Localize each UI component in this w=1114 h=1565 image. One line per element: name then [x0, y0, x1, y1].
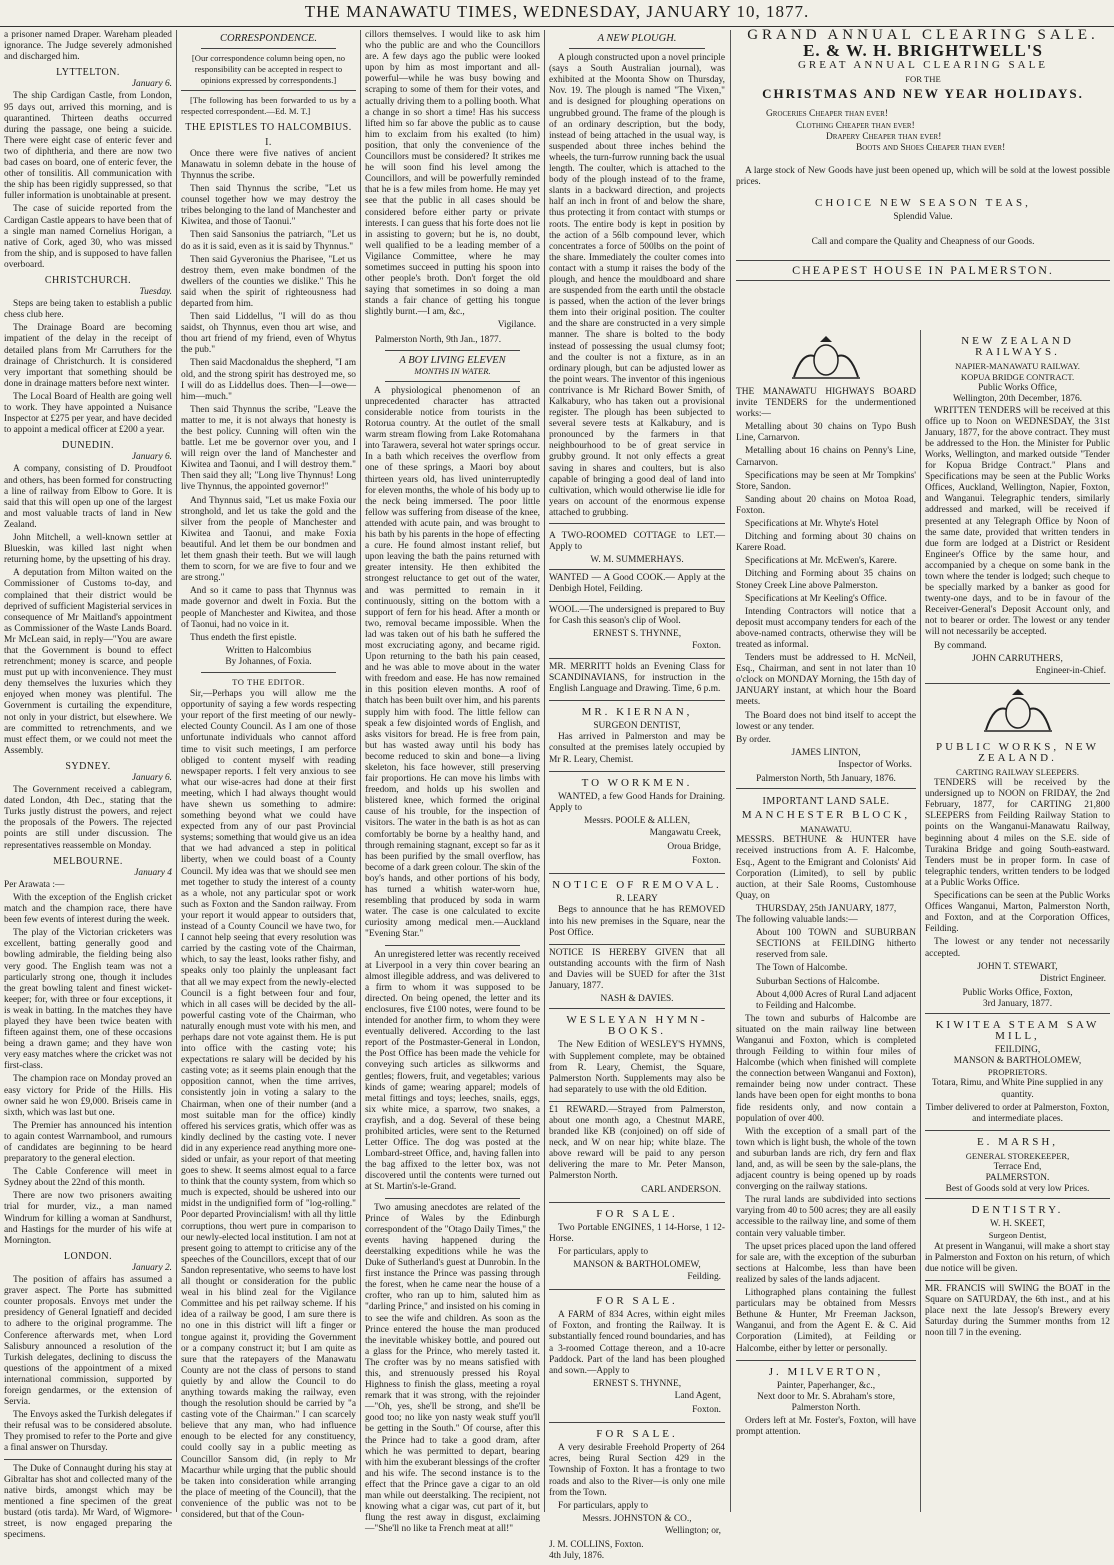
ad-text: Sanding about 20 chains on Motoa Road, Foxton.: [736, 494, 916, 516]
ad-text: About 100 TOWN and SUBURBAN SECTIONS at FEILDING hitherto reserved from sale.: [756, 928, 916, 961]
ad-subtitle: Terrace End,: [993, 1162, 1042, 1172]
heading-epistles: THE EPISTLES TO HALCOMBIUS.: [185, 121, 352, 133]
paragraph: The champion race on Monday proved an easy victory for Pride of the Hills. His owner said he won £9,000. Briseis came in sixth, which was last but one.: [4, 1074, 172, 1118]
ad-title: WESLEYAN HYMN-BOOKS.: [566, 1014, 708, 1038]
ad-text: TENDERS will be received by the undersigned up to NOON on FRIDAY, the 2nd February, 1877, for CARTING 21,800 SLEEPERS from Feilding Railway Station to points on the Wanganui-Manawatu Railway, beginning about 4 miles on the S.E. side of Turakina Bridge and going South-eastward. Tenders must be in proper form. In case of telegraphic tenders, written tenders to be lodged at a Public Works Office.: [925, 778, 1110, 888]
heading-new-plough: A NEW PLOUGH.: [597, 33, 677, 44]
ad-text: Specifications at Mr. Whyte's Hotel: [745, 519, 879, 530]
divider: [385, 381, 520, 382]
ad-text: Next door to Mr. S. Abraham's store, Palmerston North.: [757, 1391, 895, 1413]
paragraph: And so it came to pass that Thynnus was made governor and dwelt in Foxia. But the people of Manchester and Kiwitea, and those of Taonui, had no voice in it.: [181, 586, 356, 630]
divider: [4, 1459, 172, 1460]
ad-text: Ditching and Forming about 35 chains on Stoney Creek Line above Palmerston.: [736, 569, 916, 591]
ad-signature: Messrs. JOHNSTON & CO.,: [582, 1513, 692, 1524]
paragraph: A company, consisting of D. Proudfoot and others, has been formed for constructing a line of railway from Elbow to Gore. It is said that this will open up one of the largest and most valuable tracts of land in New Zealand.: [4, 464, 172, 530]
ad-text: Begs to announce that he has REMOVED into his new premises in the Square, near the Post Office.: [549, 905, 725, 938]
ad-title: IMPORTANT LAND SALE.: [762, 796, 890, 808]
ad-text: The upset prices placed upon the land offered for sale are, with the exception of the suburban sections at Halcombe, less than have been realized by sales of the lands adjacent.: [736, 1241, 916, 1285]
column-features: [365, 30, 540, 1535]
paragraph: Then said Liddellus, "I will do as thou saidst, oh Thynnus, even thou art wise, and thou art friend of my friend, even of Whytus the pub.": [181, 312, 356, 356]
paragraph: Steps are being taken to establish a public chess club here.: [4, 299, 172, 321]
masthead: THE MANAWATU TIMES, WEDNESDAY, JANUARY 10, 1877.: [0, 0, 1114, 27]
column-ads-6: [925, 330, 1110, 1512]
ad-signature: ERNEST S. THYNNE,: [592, 1378, 682, 1389]
ad-place: Wellington; or,: [664, 1525, 721, 1536]
ad-text: By command.: [934, 640, 987, 651]
ad-text: Specifications can be seen at the Public Works Offices Wanganui, Marton, Palmerston North, and Foxton, and at the Corporation Offices, Feilding.: [925, 891, 1110, 935]
heading-melbourne: MELBOURNE.: [53, 855, 123, 867]
ad-brand: E. & W. H. BRIGHTWELL'S: [803, 41, 1043, 61]
ad-signature: Engineer-in-Chief.: [1035, 665, 1106, 676]
ad-text: Intending Contractors will notice that a deposit must accompany tenders for each of the above-named contracts, otherwise they will be treated as informal.: [736, 606, 916, 650]
paragraph: Then said Thynnus the scribe, "Let us counsel together how we may destroy the tribes belonging to the land of Manchester and Kiwitea, and those of Taonui.": [181, 184, 356, 228]
paragraph: cillors themselves. I would like to ask him who the public are and who the Councillors are. A few days ago the public were looked upon by him as most important and all-powerful—while he was busy bowing and scraping to some of them for their votes, and actually driving them to a polling booth. What a change in so short a time! Has his success lifted him so far above the public as to cause him to exclaim from his exalted (to him) position, that only the convenience of the Councillors must be considered? It strikes me he will soon find his level among the Councillors, and will be powerfully reminded that he is a few miles from home. He may yet see that the public in all cases should be considered before either party or private interests. I can guess that his forte does not lie in assisting to govern; but he is, no doubt, well qualified to be a leading member of a Vigilance Committee, where he may sometimes succeed in putting his spoon into other people's broth. Don't forget the old saying that sometimes in so doing a man stands a fair chance of getting his tongue slightly burnt.—I am, &c.,: [365, 30, 540, 318]
ad-place: PALMERSTON.: [985, 1173, 1050, 1184]
paragraph: And Thynnus said, "Let us make Foxia our stronghold, and let us take the gold and the silver from the people of Manchester and Kiwitea and Taonui, and make Foxia beautiful. And let them be our bondmen and let them gnash their teeth. But we will laugh them to scorn, for we are five to four and we are strong.": [181, 495, 356, 584]
editorial-note: [The following has been forwarded to us by a respected correspondent.—Ed. M. T.]: [181, 95, 356, 117]
dateline: Tuesday.: [139, 287, 172, 298]
column-plough-and-ads: [549, 30, 725, 1562]
ad-cook: [549, 570, 725, 601]
column-rule: [730, 30, 731, 1512]
ad-for-sale-property: [549, 1423, 725, 1565]
paragraph: Once there were five natives of ancient Manawatu in solemn debate in the house of Thynnus the scribe.: [181, 148, 356, 181]
heading-christchurch: CHRISTCHURCH.: [44, 274, 132, 286]
ad-date: THURSDAY, 25th JANUARY, 1877,: [755, 903, 897, 914]
ad-dentistry: [925, 1199, 1110, 1281]
ad-place: Public Works Office,: [978, 383, 1057, 394]
ad-date: 3rd January, 1877.: [982, 998, 1053, 1009]
ad-subtitle: Surgeon Dentist,: [988, 1230, 1047, 1241]
ad-signature: ERNEST S. THYNNE,: [592, 628, 682, 639]
ad-line: Drapery Cheaper than ever!: [826, 131, 942, 142]
ad-line: CHOICE NEW SEASON TEAS,: [815, 197, 1031, 210]
ad-text: Specifications may be seen at Mr Tompkins' Store, Sandon.: [736, 470, 916, 492]
paragraph: Two amusing anecdotes are related of the Prince of Wales by the Edinburgh correspondent of the "Otago Daily Times," the events having happened during the deerstalking expeditions while he was the Duke of Sutherland's guest at Dunrobin. In the first instance the Prince was passing through the forest, when he came near the house of a crofter, who ran up to him, saluted him as "darling Prince," and insisted on his coming in to see the wife and children. As soon as the Prince entered the house the man produced the inevitable whiskey bottle, and poured out a glass for the Prince, who merely tasted it. The crofter was by no means satisfied with this, and strenuously pressed his Royal Highness to finish the glass, meeting a royal remark that it was strong, with the rejoinder—"Oh, yes, she'll be strong, and she'll be good too; no like yon nasty weak stuff you'll be getting in the South." Of course, after this the Prince had to take a good dram, after which he was permitted to depart, bearing with him the exuberant blessings of the crofter and his wife. The second instance is to the effect that the Prince gave a cigar to an old man while out deerstalking. The recipient, not knowing what a cigar was, cut part of it, but flung the rest away in disgust, exclaiming—"She'll no like ta French meat at all!": [365, 1202, 540, 1535]
ad-date: Palmerston North, 5th January, 1876.: [756, 774, 896, 784]
ad-subtitle: GENERAL STOREKEEPER,: [965, 1150, 1070, 1161]
ad-subtitle: CARTING RAILWAY SLEEPERS.: [955, 767, 1080, 777]
ad-line: Boots and Shoes Cheaper than ever!: [856, 142, 1006, 153]
ad-text: For particulars, apply to: [558, 1500, 649, 1511]
ad-title: FOR SALE.: [596, 1428, 678, 1441]
ad-text: The Town of Halcombe.: [756, 963, 848, 974]
ad-title: TO WORKMEN.: [581, 776, 693, 789]
ad-text: Ditching and forming about 30 chains on Karere Road.: [736, 532, 916, 554]
ad-title: NEW ZEALAND RAILWAYS.: [961, 335, 1074, 359]
ad-subtitle: MANAWATU.: [800, 824, 852, 835]
ad-hymn-books: [549, 1009, 725, 1102]
ad-text: By order.: [736, 734, 771, 745]
ad-text: MR. MERRITT holds an Evening Class for SCANDINAVIANS, for instruction in the English Language and Drawing. Time, 6 p.m.: [549, 661, 725, 695]
ad-signature: Inspector of Works.: [838, 759, 912, 770]
paragraph: There are now two prisoners awaiting trial for murder, viz., a man named Windrum for killing a woman at Sandhurst, and Hastings for the murder of his wife at Mornington.: [4, 1191, 172, 1246]
dateline: January 6.: [131, 773, 172, 783]
paragraph: Then said Sansonius the patriarch, "Let us do as it is said, even as it is said by Thynnus.": [181, 230, 356, 252]
paragraph: A physiological phenomenon of an unprecedented character has attracted considerable notice from tourists in the Rotorua country. At the outlet of the small warm stream flowing from Lake Rotomahana into Tarawera, several hot water springs occur. In a bath which receives the overflow from one of these springs, a Maori boy about thirteen years old, has lived uninterruptedly for eleven months, the whole of his body up to the neck being immersed. The poor little fellow was suffering from disease of the knee, attended with acute pain, and was brought to his bath by his parents in the hope of effecting a cure. He found almost instant relief, but upon leaving the bath the pains returned with greater intensity. He then exhibited the strongest reluctance to get out of the water, and was permitted to remain in it continuously, sitting on the bottom with a support of fern for his head. After a month or two, removal became impossible. When the lad was taken out of his bath he suffered the most excruciating agony, and became rigid. Upon returning to the bath his pain ceased, and he was able to move about in the water with freedom and ease. He has now remained in this position eleven months. A roof of thatch has been built over him, and his parents supply him with food. The little fellow can speak a few disjointed words of English, and asks visitors for bread. He is free from pain, but has wasted away until his body has become reduced to skin and bone—a living skeleton, his face however, still preserving fair proportions. He can move his limbs with freedom, and holds up his swollen and blistered knee, which formed the original cause of his trouble, for the inspection of visitors. The water in the bath is as hot as can comfortably be borne by a healthy hand, and through remaining stagnant, except so far as it has been purified by the small overflow, has become of a dark green colour. The skin of the boy's hands, and other portions of his body, has turned a whitish water-worn hue, resembling that produced by soda in warm water. The case is one calculated to excite curiosity among medical men.—Auckland "Evening Star.": [365, 385, 540, 940]
ad-signature: Messrs. POOLE & ALLEN,: [584, 815, 690, 826]
ad-text: Orders left at Mr. Foster's, Foxton, will have prompt attention.: [736, 1415, 916, 1438]
paragraph: Then said Macdonaldus the shepherd, "I am old, and the strong spirit has destroyed me, so I will do as Liddellus does. Then—I—owe—him—much.": [181, 358, 356, 402]
ad-text: WANTED, a few Good Hands for Draining. Apply to: [549, 791, 725, 813]
ad-place: Public Works Office, Foxton,: [962, 987, 1073, 998]
ad-text: THE MANAWATU HIGHWAYS BOARD invite TENDERS for the undermentioned works:—: [736, 387, 916, 420]
ad-kiwitea-saw-mill: [925, 1014, 1110, 1131]
ad-date: 4th July, 1876.: [549, 1551, 605, 1562]
ad-text: About 4,000 Acres of Rural Land adjacent to Feilding and Halcombe.: [756, 989, 916, 1011]
column-news: [4, 30, 172, 1541]
ad-subtitle: Painter, Paperhanger, &c.,: [776, 1380, 876, 1391]
ad-text: For particulars, apply to: [558, 1246, 649, 1257]
ad-place: Mangawatu Creek,: [649, 828, 721, 838]
ad-text: With the exception of a small part of the town which is light bush, the whole of the town and suburban lands are rich, dry fern and flax land, and, as will be seen by the sale-plans, the adjacent country is being opened up by roads converging on the railway stations.: [736, 1126, 916, 1193]
paragraph: John Mitchell, a well-known settler at Blueskin, was killed last night when returning home, by the upsetting of his dray.: [4, 533, 172, 566]
divider: [385, 1198, 520, 1199]
ad-line: Groceries Cheaper than ever!: [766, 109, 888, 120]
dateline: January 6.: [131, 79, 172, 90]
paragraph: The Envoys asked the Turkish delegates if their refusal was to be considered absolute. They promised to refer to the Porte and give a final answer on Thursday.: [4, 1410, 172, 1454]
divider: [201, 48, 336, 49]
ad-title: J. MILVERTON,: [768, 1365, 884, 1378]
paragraph: A deputation from Milton waited on the Commissioner of Customs to-day, and complained that their district would be deprived of sufficient Magisterial services in consequence of Mr Maitland's appointment as Commissioner of the Waste Lands Board. Mr McLean said, in reply—"You are aware that the Government is bound to effect retrenchment; money is scarce, and people must put up with inconvenience. They must deny themselves the luxuries which they enjoyed when money was plentiful. The Government is curtailing the expenditure, not only in your district, but elsewhere. We are committed to retrenchments, and we must effect them, or we could not meet the Assembly.: [4, 568, 172, 756]
paragraph: The play of the Victorian cricketers was excellent, batting generally good and bowling admirable, the fielding being also very good. The English team was not a particularly strong one, though it includes the great bowling talent and finest wicket-keeper; for, with three or four exceptions, it is weak in batting. In the matches they have played they have been twice beaten with fifteen against them, one of these occasions being a drawn game; and they have won very easy matches where the cricket was not first-class.: [4, 928, 172, 1072]
editorial-note: [Our correspondence column being open, no responsibility can be accepted in respect to opinions expressed by correspondents.]: [191, 53, 346, 86]
ad-place: Foxton.: [692, 856, 721, 867]
ad-land-sale: [736, 789, 916, 1361]
dateline: Palmerston North, 9th Jan., 1877.: [375, 334, 502, 345]
ad-subtitle: NAPIER-MANAWATU RAILWAY.: [955, 361, 1080, 372]
paragraph: The Local Board of Health are going well to work. They have appointed a Nuisance Inspector at £275 per year, and have decided to appoint a medical officer at £200 a year.: [4, 391, 172, 436]
ad-subtitle: PROPRIETORS.: [987, 1067, 1048, 1078]
ad-line: Call and compare the Quality and Cheapness of our Goods.: [811, 237, 1035, 248]
ad-text: NOTICE IS HEREBY GIVEN that all outstanding accounts with the firm of Nash and Davies will be SUED for after the 31st January, 1877.: [549, 947, 725, 992]
ad-text: £1 REWARD.—Strayed from Palmerston, about one month ago, a Chestnut MARE, branded like KB (conjoined) on off side of neck, and W on near hip; white blaze. The above reward will be paid to any person delivering the mare to Mr. Peter Manson, Palmerston North.: [549, 1104, 725, 1182]
ad-text: A FARM of 834 Acres, within eight miles of Foxton, and fronting the Railway. It is substantially fenced round boundaries, and has a 3-roomed Cottage thereon, and a 10-acre Paddock. Part of the land has been ploughed and sown.—Apply to: [549, 1310, 725, 1376]
ad-signature: JAMES LINTON,: [791, 747, 861, 758]
ad-place: Foxton.: [692, 640, 721, 651]
signature: Vigilance.: [497, 320, 536, 331]
royal-coat-of-arms-icon: [784, 332, 868, 382]
ad-subtitle: CHRISTMAS AND NEW YEAR HOLIDAYS.: [762, 86, 1084, 102]
ad-title: GRAND ANNUAL CLEARING SALE.: [747, 27, 1099, 43]
ad-text: Timber delivered to order at Palmerston, Foxton, and intermediate places.: [925, 1102, 1110, 1124]
ad-title: DENTISTRY.: [971, 1204, 1064, 1217]
column-correspondence: [181, 30, 356, 1520]
ad-kiernan: [549, 701, 725, 771]
ad-text: Two Portable ENGINES, 1 14-Horse, 1 12-Horse.: [549, 1222, 725, 1244]
ad-title: E. MARSH,: [976, 1135, 1059, 1148]
paragraph: The Drainage Board are becoming impatient of the delay in the receipt of detailed plans from Mr Carruthers for the drainage of Christchurch. It is considered very important that something should be done in drainage matters before next winter.: [4, 323, 172, 389]
paragraph: The Cable Conference will meet in Sydney about the 22nd of this month.: [4, 1167, 172, 1189]
paragraph: Per Arawata :—: [4, 879, 65, 890]
ad-place: Oroua Bridge,: [667, 842, 721, 853]
ad-signature: CARL ANDERSON.: [641, 1184, 721, 1195]
divider: [385, 945, 520, 946]
ad-text: The rural lands are subdivided into sections varying from 40 to 500 acres; they are all easily accessible to the railway line, and some of them contain very valuable timber.: [736, 1195, 916, 1239]
ad-subtitle: W. H. SKEET,: [990, 1219, 1045, 1230]
dateline: January 2.: [131, 1262, 172, 1273]
ad-text: The New Edition of WESLEY'S HYMNS, with Supplement complete, may be obtained from R. Leary, Chemist, the Square, Palmerston North. Supplements may also be had separately to use with the old Edition.: [549, 1040, 725, 1095]
ad-text: Metalling about 30 chains on Typo Bush Line, Carnarvon.: [736, 422, 916, 444]
paragraph: Then said Thynnus the scribe, "Leave the matter to me, it is not always that honesty is the best policy. Cunning will often win the battle. Let me be governor over you, and I will reign over the land of Manchester and Kiwitea and Taonui, and I will destroy them." Then said they all; "Long live Thynnus! Long live Thynnus, the appointed governor!": [181, 404, 356, 493]
ad-notice: [549, 945, 725, 1009]
ad-clearing-sale: [736, 27, 1110, 320]
ad-removal: [549, 874, 725, 944]
ad-signature: J. M. COLLINS, Foxton.: [549, 1539, 644, 1550]
paragraph: The ship Cardigan Castle, from London, 95 days out, arrived this morning, and is quarantined. Thirteen deaths occurred during the passage, one being a suicide. There were eight case of enteric fever and two of diphtheria, and there are now two bad cases on board, one of enteric fever, the other of tonsilitis. All communication with the ship has been rigidly suppressed, so that fuller information is unobtainable at present.: [4, 91, 172, 202]
ad-text: Totara, Rimu, and White Pine supplied in any quantity.: [931, 1078, 1104, 1100]
ad-signature: W. M. SUMMERHAYS.: [590, 555, 684, 566]
ad-date: Wellington, 20th December, 1876.: [952, 394, 1083, 405]
paragraph: Sir,—Perhaps you will allow me the opportunity of saying a few words respecting your report of the first meeting of our newly-elected County Council. As I am one of those unfortunate individuals who cannot afford time to visit such meetings, I am perforce obliged to content myself with reading newspaper reports. I felt very anxious to see what our wise-acres had done at their first meeting, which I had always thought would have shewn us something to admire: something beyond what we could have expected from any of our past Provincial systems; something that would give us an idea that we had advanced a step in political liberty, when we could boast of a County Council. My idea was that we should see men met together to study the interest of a county as a whole, not any particular spot or work such as Foxton and the Sandon railway. From your report it would appear to outsiders that, instead of a County Council we have two, for I cannot help seeing that every resolution was carried by the casting vote of the Chairman, which, to say the least, looks rather fishy, and speaks only too plainly the unpleasant fact that all we may expect from the newly-elected Council is a fight between four and four, which in all cases will be decided by the all-powerful casting vote of the Chairman, who naturally enough must vote with his men, and perhaps dare not vote against them. He is put into office with the casting vote; his expectations re salary will be decided by his casting vote; as it seems plain enough that the opposition cannot, when the time arrives, consistently join in voting a salary to the Chairman, when one of their number (and a most suitable man for the office) kindly offered his services gratis, which offer was as kindly declined by the casting vote. I never did in any experience read anything more one-sided or unfair, as your report of that meeting goes to shew. It seems almost equal to a farce to think that the county system, from which so much is expected, should be ushered into our midst in the undignified form of "log-rolling." Poor departed Provincialism! with all thy little corruptions, thou wert pure in comparison to our newly-elected local institution. I am not at present going to attempt to criticise any of the speeches of the Councillors, except that of our Sandon representative, who seems to have lost all thought or consideration for the public weal in his blind zeal for the Vigilance Committee and his pet railway scheme. If his idea of a railway be good, I am sure there is no one in this district will lift a finger or tongue against it, providing the Government or a company construct it; but I am quite as sure that the ratepayers of the Manawatu County are not the class of persons to stand quietly by and allow the Council to do anything towards making the railway, even though the resolution should be carried by "a casting vote of the Chairman." I can scarcely believe that any man, who had influence enough to be elected for any constituency, could coolly say in a public meeting as Councillor Sansom did, (in reply to Mr Macarthur while urging that the public should be taken into consideration while arranging the place of meeting of the Council), that the convenience of the public was not to be considered, but that of the Coun-: [181, 689, 356, 1520]
divider: [736, 260, 1110, 261]
heading-boy-in-water-sub: MONTHS IN WATER.: [414, 365, 491, 376]
ad-place: Feilding.: [687, 1272, 721, 1283]
paragraph: With the exception of the English cricket match and the champion race, there have been few events of interest during the week.: [4, 892, 172, 926]
divider: [736, 280, 1110, 281]
ad-text: Metalling about 16 chains on Penny's Line, Carnarvon.: [736, 446, 916, 468]
ad-highways-board: [736, 384, 916, 789]
paragraph: The Duke of Connaught during his stay at Gibraltar has shot and collected many of the native birds, amongst which may be mentioned a fine specimen of the great bustard (otis tarda). Mr Ward, of Wigmore-street, is now engaged preparing the specimens.: [4, 1463, 172, 1541]
ad-text: A TWO-ROOMED COTTAGE to LET.—Apply to: [549, 531, 725, 553]
ad-title: FOR SALE.: [596, 1207, 678, 1220]
column-rule: [544, 30, 545, 1512]
ad-text: Best of Goods sold at very low Prices.: [945, 1184, 1090, 1195]
ad-merritt: [549, 659, 725, 701]
ad-e-marsh: [925, 1131, 1110, 1199]
paragraph: A plough constructed upon a novel principle (says a South Australian journal), was exhibited at the Moonta Show on Thursday, Nov. 19. The plough is named "The Vixen," and is designed for ploughing operations on ungrubbed ground. The frame of the plough is of an ordinary description, but the body, instead of being attached in the usual way, is suspended about three inches behind the wheels, the turn-furrow running back the usual length. The coulter, which is attached to the body of the plough instead of to the frame, slants in a backward direction, and projects half an inch in front of and below the share, thus protecting it from contact with stumps or roots. The entire body is kept in position by the action of a 56lb compound lever, which concentrates a force of 500lbs on the point of the share. Immediately the coulter comes into contact with a stump it raises the body of the plough, and hence the mouldboard and share are suspended from the earth until the obstacle is passed, when the action of the lever brings them into their original position. The coulter and the share are constructed in a very simple manner. The share is bolted to the body instead of possessing the usual clumsy foot; and the coulter is not a fixture, as in an ordinary plough, but can be adjusted lower as the point wears. The inventor of this ingenious contrivance is Mr Richard Bower Smith, of Kalkabury, who has taken out a provisional register. The plough has been subjected to several severe tests at Kalkabury, and is pronounced by the farmers in that neighbourhood to be of great service in grubby ground. It not only effects a great saving in shares and coulters, but is also capable of bringing a good deal of land into cultivation, which would otherwise lie idle for years on account of the enormous expense attached to grubbing.: [549, 53, 725, 518]
paragraph: The Government received a cablegram, dated London, 4th Dec., stating that the Turks justly distrust the powers, and reject the proposals of the Powers. The rejected points are still under discussion. The representatives reassemble on Monday.: [4, 785, 172, 851]
ad-signature: NASH & DAVIES.: [600, 994, 674, 1005]
ad-footer: CHEAPEST HOUSE IN PALMERSTON.: [792, 263, 1054, 278]
ad-mr-francis: [925, 1281, 1110, 1344]
ad-text: The Board does not bind itself to accept the lowest or any tender.: [736, 710, 916, 732]
ad-cottage: [549, 528, 725, 570]
paragraph: An unregistered letter was recently received at Liverpool in a very thin cover bearing an almost illegible address, and was delivered to a firm to whom it was supposed to be directed. On being opened, the letter and its enclosures, five £100 notes, were found to be intended for another firm, to whom they were eventually delivered. According to the last report of the Postmaster-General in London, the Post Office has been made the vehicle for conveying such articles as silkworms and gentles; flowers, fruit, and vegetables; various kinds of game; wearing apparel; models of metal fittings and toys; leeches, snails, eggs, six white mice, a sparrow, two snakes, a crayfish, and a dog. Several of these being prohibited articles, were sent to the Returned Letter Office. The dog was posted at the Lombard-street Office, and, having fallen into the bag affixed to the letter box, was not discovered until the contents were turned out at St. Martin's-le-Grand.: [365, 949, 540, 1193]
heading-london: LONDON.: [63, 1250, 113, 1262]
paragraph: The Premier has announced his intention to again contest Warrnambool, and rumours of candidates are beginning to be heard preparatory to the general election.: [4, 1120, 172, 1165]
divider: [569, 48, 705, 49]
ad-title: MANCHESTER BLOCK,: [741, 809, 911, 822]
ad-text: A very desirable Freehold Property of 264 acres, being Rural Section 429 in the Township of Foxton. It has a frontage to two roads and also to the River—is only one mile from the Town.: [549, 1443, 725, 1498]
column-rule: [920, 330, 921, 1512]
ad-subtitle: SURGEON DENTIST,: [593, 721, 681, 732]
heading-boy-in-water: A BOY LIVING ELEVEN: [399, 354, 506, 366]
ad-title: NOTICE OF REMOVAL.: [552, 879, 722, 892]
heading-dunedin: DUNEDIN.: [61, 440, 115, 452]
ad-text: Lithographed plans containing the fullest particulars may be obtained from Messrs Bethune & Hunter, Mr Freeman Jackson, Wanganui, and from the Agent E. & C. Aid Corporation (Limited), at Feilding or Halcombe, either by letter or personally.: [736, 1288, 916, 1354]
ad-for-sale-engines: [549, 1203, 725, 1291]
ad-text: Tenders must be addressed to H. McNeil, Esq., Chairman, and sent in not later than 10 o'clock on MONDAY Morning, the 15th day of JANUARY instant, at which hour the Board meets.: [736, 653, 916, 708]
royal-coat-of-arms-icon: [976, 686, 1060, 734]
ad-text: MESSRS. BETHUNE & HUNTER have received instructions from A. F. Halcombe, Esq., Agent to the Emigrant and Colonists' Aid Corporation (Limited), to sell by public auction, at their Sale Rooms, Customhouse Quay, on: [736, 835, 916, 901]
heading-to-editor: TO THE EDITOR.: [232, 676, 305, 687]
ad-title: MR. KIERNAN,: [581, 706, 693, 719]
paragraph: The position of affairs has assumed a graver aspect. The Porte has submitted counter proposals. Envoys met under the presidency of General Ignatieff and decided to adhere to the original programme. The Conference afterwards met, when Lord Salisbury announced a resolution of the Turkish delegates, declining to discuss the questions of the appointment of a mixed international commission, supported by foreign gendarmes, or the extension of Servia.: [4, 1275, 172, 1408]
divider: [385, 350, 520, 351]
heading-sydney: SYDNEY.: [65, 760, 111, 772]
ad-text: MR. FRANCIS will SWING the BOAT in the Square on SATURDAY, the 6th inst., and at his place next the late Jessop's Brewery every Saturday during the Summer months from 12 noon till 7 in the evening.: [925, 1283, 1110, 1339]
signature: Written to Halcombius: [225, 645, 312, 656]
ad-text: Specifications at Mr. McEwen's, Karere.: [745, 556, 897, 567]
ad-text: Specifications at Mr Keeling's Office.: [745, 593, 887, 604]
ad-nz-railways: [925, 330, 1110, 684]
paragraph: Thus endeth the first epistle.: [190, 632, 297, 643]
divider: [201, 672, 336, 673]
ad-text: WOOL.—The undersigned is prepared to Buy for Cash this season's clip of Wool.: [549, 604, 725, 626]
ad-title: KIWITEA STEAM SAW MILL,: [935, 1018, 1100, 1043]
ad-place: Foxton.: [692, 1405, 721, 1416]
epistle-number: I.: [265, 136, 272, 148]
dateline: January 6.: [131, 452, 172, 463]
column-ads-5: [736, 330, 916, 1512]
column-rule: [360, 30, 361, 1512]
ad-signature: JOHN T. STEWART,: [977, 961, 1058, 972]
ad-subtitle: R. LEARY: [616, 894, 658, 905]
heading-lyttelton: LYTTELTON.: [56, 67, 120, 79]
signature: By Johannes, of Foxia.: [225, 656, 312, 667]
ad-signature: JOHN CARRUTHERS,: [972, 653, 1063, 664]
ad-text: At present in Wanganui, will make a short stay in Palmerston and Foxton on his return, of which due notice will be given.: [925, 1241, 1110, 1274]
divider: [181, 90, 356, 91]
ad-subtitle: FEILDING,: [994, 1045, 1041, 1056]
ad-text: WRITTEN TENDERS will be received at this office up to Noon on WEDNESDAY, the 31st January, 1877, for the above contract. They must be addressed to the Hon. the Minister for Public Works, Wellington, and marked outside "Tender for Kopua Bridge Contract." Plans and Specifications may be seen at the Public Works Offices, Auckland, Wellington, Napier, Foxton, and Wanganui. Telegraphic tenders, similarly addressed and marked, will be received if presented at any Telegraph Office by Noon of the same date, provided that written tenders in due form are lodged at a District or Resident Engineer's Office by the same hour, and accompanied by a cheque on some bank in the town where the tender is lodged; such cheque to be specially marked by a banker as good for twenty-one days, and to be in favour of the Receiver-General's Deposit Account only, and not to bearer or order. The lowest or any tender will not necessarily be accepted.: [925, 405, 1110, 638]
divider: [549, 523, 725, 524]
ad-signature: District Engineer.: [1039, 973, 1106, 984]
ad-signature: MANSON & BARTHOLOMEW,: [573, 1260, 701, 1270]
dateline: January 4: [134, 867, 172, 878]
ad-subtitle: MANSON & BARTHOLOMEW,: [953, 1056, 1082, 1067]
ad-line: Splendid Value.: [893, 212, 953, 223]
ad-public-works: [925, 736, 1110, 1014]
ad-text: Suburban Sections of Halcombe.: [756, 976, 880, 987]
ad-subtitle: GREAT ANNUAL CLEARING SALE: [797, 59, 1049, 72]
ad-line: Clothing Cheaper than ever!: [796, 120, 915, 131]
ad-milverton: [736, 1361, 916, 1444]
paragraph: Then said Gyveronius the Pharisee, "Let us destroy them, even make bondmen of the dwellers of the counties we dislike." This he said when the spirit of righteousness had departed from him.: [181, 254, 356, 309]
ad-text: The town and suburbs of Halcombe are situated on the main railway line between Wanganui and Foxton, which is completed through Feilding to within four miles of Halcombe (which when finished will complete the connection between Wanganui and Foxton), remainder being now under contract. These lands have been open for eight months to bona fide residents only, and now contain a population of over 400.: [736, 1013, 916, 1124]
ad-workmen: [549, 772, 725, 875]
ad-reward: [549, 1102, 725, 1203]
column-rule: [176, 30, 177, 1512]
ad-subtitle: KOPUA BRIDGE CONTRACT.: [960, 372, 1075, 383]
paragraph: a prisoner named Draper. Wareham pleaded ignorance. The Judge severely admonished and discharged him.: [4, 30, 172, 63]
paragraph: The case of suicide reported from the Cardigan Castle appears to have been that of a single man named Cornelius Horigan, a native of Cork, aged 30, who was missed from the ship, and is supposed to have fallen overboard.: [4, 204, 172, 270]
ad-subtitle: FOR THE: [905, 74, 941, 85]
heading-correspondence: CORRESPONDENCE.: [219, 33, 318, 44]
ad-title: PUBLIC WORKS, NEW ZEALAND.: [936, 740, 1099, 764]
ad-text: The following valuable lands:—: [736, 915, 858, 926]
ad-text: The lowest or any tender not necessarily accepted.: [925, 937, 1110, 959]
ad-place: Land Agent,: [674, 1390, 721, 1401]
ad-text: WANTED — A Good COOK.— Apply at the Denbigh Hotel, Feilding.: [549, 573, 725, 595]
ad-text: A large stock of New Goods have just been opened up, which will be sold at the lowest possible prices.: [736, 165, 1110, 187]
ad-title: FOR SALE.: [596, 1295, 678, 1308]
ad-for-sale-farm: [549, 1290, 725, 1423]
ad-text: Has arrived in Palmerston and may be consulted at the premises lately occupied by Mr R. Leary, Chemist.: [549, 732, 725, 765]
ad-wool: [549, 602, 725, 659]
